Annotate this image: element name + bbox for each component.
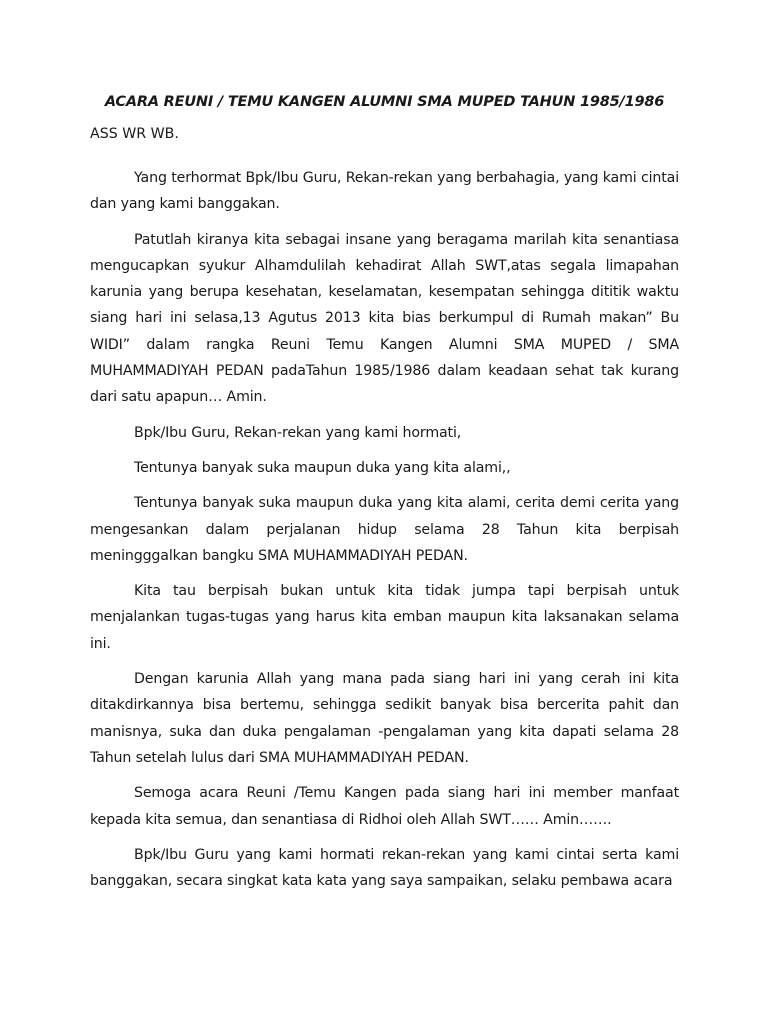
paragraph-6: Kita tau berpisah bukan untuk kita tidak jumpa tapi berpisah untuk menjalankan tugas-tugas yang harus kita emban maupun kita laksanakan selama ini.	[90, 583, 679, 652]
paragraph-5: Tentunya banyak suka maupun duka yang kita alami, cerita demi cerita yang mengesankan dalam perjalanan hidup selama 28 Tahun kita berpisah meningggalkan bangku SMA MUHAMMADIYAH PEDAN.	[90, 495, 679, 564]
paragraph-8: Semoga acara Reuni /Temu Kangen pada siang hari ini member manfaat kepada kita semua, dan senantiasa di Ridhoi oleh Allah SWT…… Amin…….	[90, 785, 679, 828]
paragraph-7: Dengan karunia Allah yang mana pada siang hari ini yang cerah ini kita ditakdirkannya bisa bertemu, sehingga sedikit banyak bisa bercerita pahit dan manisnya, suka dan duka pengalaman -pengalaman yang kita dapati selama 28 Tahun setelah lulus dari SMA MUHAMMADIYAH PEDAN.	[90, 671, 679, 766]
document-body	[90, 92, 679, 903]
paragraph-3: Bpk/Ibu Guru, Rekan-rekan yang kami hormati,	[134, 424, 462, 441]
paragraph-1: Yang terhormat Bpk/Ibu Guru, Rekan-rekan yang berbahagia, yang kami cintai dan yang kami banggakan.	[90, 170, 679, 213]
greeting: ASS WR WB.	[90, 126, 179, 142]
paragraph-2: Patutlah kiranya kita sebagai insane yang beragama marilah kita senantiasa mengucapkan syukur Alhamdulilah kehadirat Allah SWT,atas segala limapahan karunia yang berupa kesehatan, keselamatan, kesempatan sehingga dititik waktu siang hari ini selasa,13 Agutus 2013 kita bias berkumpul di Rumah makan” Bu WIDI” dalam rangka Reuni Temu Kangen Alumni SMA MUPED / SMA MUHAMMADIYAH PEDAN padaTahun 1985/1986 dalam keadaan sehat tak kurang dari satu apapun… Amin.	[90, 231, 679, 406]
paragraph-4: Tentunya banyak suka maupun duka yang kita alami,,	[134, 459, 511, 476]
paragraph-9: Bpk/Ibu Guru yang kami hormati rekan-rekan yang kami cintai serta kami banggakan, secara singkat kata kata yang saya sampaikan, selaku pembawa acara	[90, 846, 679, 890]
document-title: ACARA REUNI / TEMU KANGEN ALUMNI SMA MUPED TAHUN 1985/1986	[104, 94, 665, 110]
